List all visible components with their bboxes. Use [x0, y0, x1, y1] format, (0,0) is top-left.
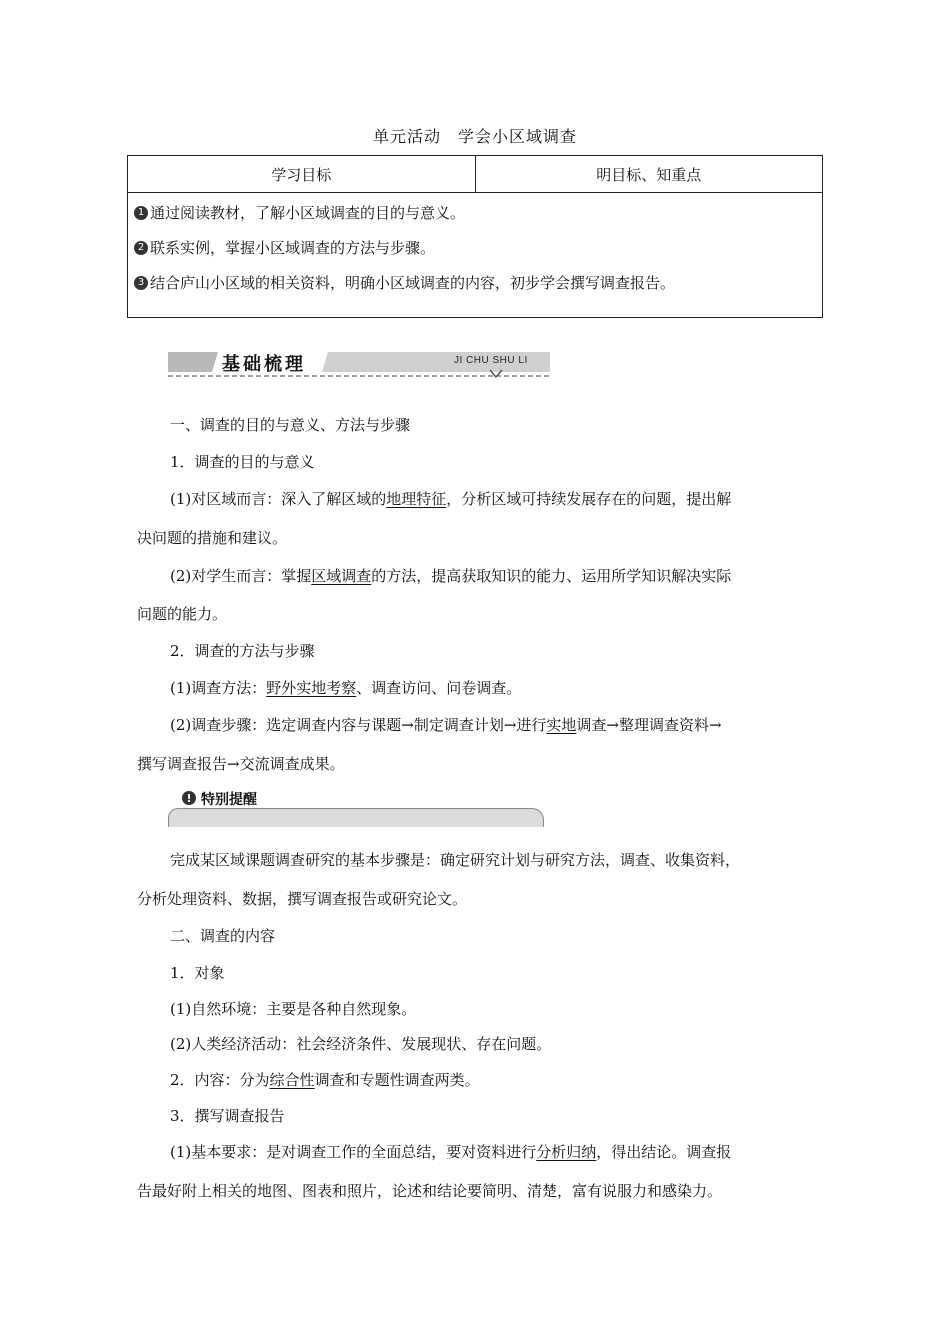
paragraph-line: 决问题的措施和建议。: [137, 529, 288, 547]
text-span: (1)调查方法：: [170, 679, 267, 697]
subsection-heading: 1．调查的目的与意义: [170, 453, 315, 471]
subsection-heading: 2．调查的方法与步骤: [170, 642, 315, 660]
goal-text: 联系实例，掌握小区域调查的方法与步骤。: [150, 239, 436, 257]
goal-text: 通过阅读教材，了解小区域调查的目的与意义。: [150, 204, 466, 222]
paragraph-line: [170, 677, 521, 698]
goal-item: [134, 272, 675, 293]
text-span: (2)对学生而言：掌握: [170, 567, 312, 585]
goal-item: [134, 202, 465, 223]
paragraph-line: (1)自然环境：主要是各种自然现象。: [170, 1000, 417, 1018]
learning-goals-table: [127, 155, 823, 318]
blank-answer: 区域调查: [311, 567, 372, 585]
text-span: 调查→整理调查资料→: [576, 716, 722, 734]
text-span: (2)调查步骤：选定调查内容与课题→制定调查计划→进行: [170, 716, 547, 734]
number-badge-icon: 2: [134, 241, 148, 255]
paragraph-line: (2)人类经济活动：社会经济条件、发展现状、存在问题。: [170, 1035, 552, 1053]
paragraph-line: [170, 488, 731, 509]
text-span: 调查和专题性调查两类。: [314, 1071, 480, 1089]
paragraph-line: 问题的能力。: [137, 605, 228, 623]
blank-answer: 综合性: [269, 1071, 315, 1089]
blank-answer: 分析归纳: [536, 1143, 597, 1161]
paragraph-line: 撰写调查报告→交流调查成果。: [137, 755, 345, 773]
section-banner: [168, 350, 550, 380]
text-span: (1)对区域而言：深入了解区域的: [170, 490, 387, 508]
text-span: 的方法，提高获取知识的能力、运用所学知识解决实际: [371, 567, 732, 585]
goal-item: [134, 237, 435, 258]
number-badge-icon: 1: [134, 206, 148, 220]
reminder-bar: [168, 808, 544, 827]
page-title: 单元活动 学会小区域调查: [372, 127, 577, 146]
blank-answer: 实地: [546, 716, 577, 734]
paragraph-line: [170, 565, 731, 586]
paragraph-line: 分析处理资料、数据，撰写调查报告或研究论文。: [137, 890, 468, 908]
blank-answer: 地理特征: [386, 490, 447, 508]
banner-subtitle: JI CHU SHU LI: [454, 355, 528, 366]
text-span: ，分析区域可持续发展存在的问题，提出解: [446, 490, 732, 508]
blank-answer: 野外实地考察: [266, 679, 357, 697]
exclamation-icon: !: [182, 791, 196, 805]
subsection-heading: [170, 1069, 480, 1090]
text-span: 2．内容：分为: [170, 1071, 270, 1089]
paragraph-line: [170, 1141, 731, 1162]
goal-text: 结合庐山小区域的相关资料，明确小区域调查的内容，初步学会撰写调查报告。: [150, 274, 676, 292]
text-span: (1)基本要求：是对调查工作的全面总结，要对资料进行: [170, 1143, 537, 1161]
text-span: 、调查访问、问卷调查。: [356, 679, 522, 697]
paragraph-line: 告最好附上相关的地图、图表和照片，论述和结论要简明、清楚，富有说服力和感染力。: [137, 1182, 723, 1200]
special-reminder-box: [168, 788, 544, 828]
section-heading: 一、调查的目的与意义、方法与步骤: [170, 416, 411, 434]
paragraph-line: [170, 714, 722, 735]
subsection-heading: 1．对象: [170, 964, 225, 982]
goals-header-left: 学习目标: [128, 156, 476, 192]
number-badge-icon: 3: [134, 276, 148, 290]
goals-header-right: 明目标、知重点: [596, 165, 702, 184]
goals-table-header: [128, 156, 822, 193]
section-heading: 二、调查的内容: [170, 927, 276, 945]
text-span: ，得出结论。调查报: [596, 1143, 732, 1161]
paragraph-line: 完成某区域课题调查研究的基本步骤是：确定研究计划与研究方法，调查、收集资料，: [170, 851, 741, 869]
reminder-label: 特别提醒: [201, 792, 257, 808]
subsection-heading: 3．撰写调查报告: [170, 1107, 285, 1125]
banner-title: 基础梳理: [222, 354, 306, 375]
